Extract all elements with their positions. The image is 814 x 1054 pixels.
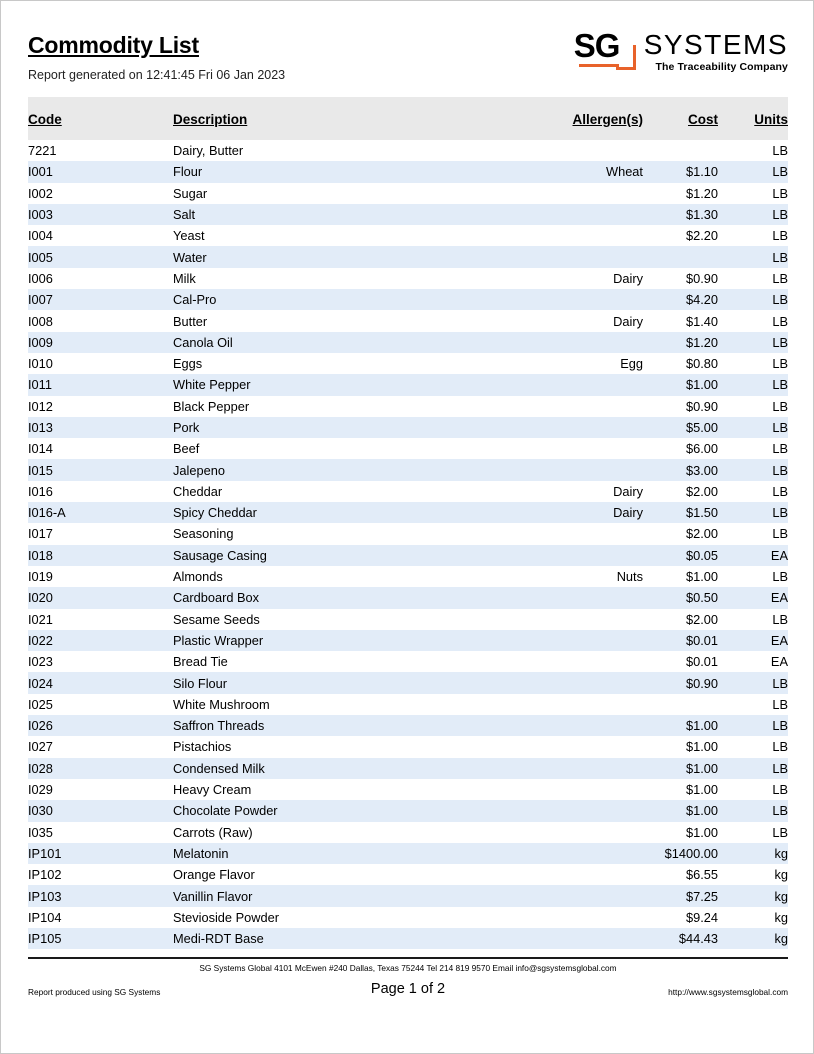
cell-units: LB bbox=[718, 268, 788, 289]
cell-code: IP104 bbox=[28, 907, 173, 928]
cell-units: LB bbox=[718, 225, 788, 246]
cell-units: LB bbox=[718, 310, 788, 331]
cell-units: LB bbox=[718, 502, 788, 523]
cell-units: LB bbox=[718, 459, 788, 480]
footer-page-number: Page 1 of 2 bbox=[370, 981, 446, 997]
cell-allergens: Dairy bbox=[463, 310, 643, 331]
cell-code: I025 bbox=[28, 694, 173, 715]
cell-units: LB bbox=[718, 204, 788, 225]
cell-description: White Pepper bbox=[173, 374, 463, 395]
cell-code: I019 bbox=[28, 566, 173, 587]
cell-description: Almonds bbox=[173, 566, 463, 587]
cell-description: White Mushroom bbox=[173, 694, 463, 715]
cell-code: I029 bbox=[28, 779, 173, 800]
cell-description: Orange Flavor bbox=[173, 864, 463, 885]
cell-allergens bbox=[463, 843, 643, 864]
cell-allergens bbox=[463, 587, 643, 608]
cell-allergens bbox=[463, 630, 643, 651]
cell-allergens bbox=[463, 779, 643, 800]
cell-description: Chocolate Powder bbox=[173, 800, 463, 821]
cell-allergens bbox=[463, 736, 643, 757]
cell-description: Spicy Cheddar bbox=[173, 502, 463, 523]
cell-code: I026 bbox=[28, 715, 173, 736]
table-row[interactable] bbox=[28, 694, 788, 715]
table-row[interactable] bbox=[28, 246, 788, 267]
table-row[interactable] bbox=[28, 523, 788, 544]
cell-cost: $0.50 bbox=[643, 587, 718, 608]
cell-description: Milk bbox=[173, 268, 463, 289]
cell-cost: $3.00 bbox=[643, 459, 718, 480]
cell-description: Black Pepper bbox=[173, 396, 463, 417]
cell-code: I023 bbox=[28, 651, 173, 672]
cell-units: LB bbox=[718, 758, 788, 779]
cell-units: LB bbox=[718, 417, 788, 438]
table-row[interactable] bbox=[28, 885, 788, 906]
cell-cost: $1.20 bbox=[643, 183, 718, 204]
cell-description: Heavy Cream bbox=[173, 779, 463, 800]
table-row[interactable] bbox=[28, 417, 788, 438]
cell-allergens bbox=[463, 523, 643, 544]
cell-code: I002 bbox=[28, 183, 173, 204]
cell-cost bbox=[643, 694, 718, 715]
cell-allergens bbox=[463, 545, 643, 566]
cell-description: Butter bbox=[173, 310, 463, 331]
table-header bbox=[28, 97, 788, 140]
cell-allergens bbox=[463, 225, 643, 246]
cell-description: Silo Flour bbox=[173, 672, 463, 693]
cell-cost bbox=[643, 246, 718, 267]
table-row[interactable] bbox=[28, 438, 788, 459]
cell-cost: $6.00 bbox=[643, 438, 718, 459]
column-header-code[interactable]: Code bbox=[28, 97, 173, 140]
table-header-row bbox=[28, 97, 788, 140]
table-row[interactable] bbox=[28, 587, 788, 608]
cell-cost: $0.90 bbox=[643, 268, 718, 289]
logo-tagline: The Traceability Company bbox=[655, 61, 788, 73]
cell-cost: $1.10 bbox=[643, 161, 718, 182]
cell-description: Eggs bbox=[173, 353, 463, 374]
cell-code: I003 bbox=[28, 204, 173, 225]
cell-description: Cal-Pro bbox=[173, 289, 463, 310]
logo-wordmark bbox=[644, 29, 788, 73]
cell-allergens bbox=[463, 246, 643, 267]
cell-units: LB bbox=[718, 800, 788, 821]
cell-allergens bbox=[463, 396, 643, 417]
cell-cost: $9.24 bbox=[643, 907, 718, 928]
cell-description: Beef bbox=[173, 438, 463, 459]
cell-code: I015 bbox=[28, 459, 173, 480]
cell-description: Medi-RDT Base bbox=[173, 928, 463, 949]
cell-cost: $1.30 bbox=[643, 204, 718, 225]
cell-description: Cardboard Box bbox=[173, 587, 463, 608]
cell-allergens bbox=[463, 459, 643, 480]
cell-code: I009 bbox=[28, 332, 173, 353]
cell-allergens: Dairy bbox=[463, 502, 643, 523]
cell-cost: $2.00 bbox=[643, 609, 718, 630]
cell-units: EA bbox=[718, 587, 788, 608]
cell-allergens bbox=[463, 438, 643, 459]
cell-allergens bbox=[463, 758, 643, 779]
table-row[interactable] bbox=[28, 907, 788, 928]
cell-code: I021 bbox=[28, 609, 173, 630]
cell-description: Seasoning bbox=[173, 523, 463, 544]
cell-cost: $6.55 bbox=[643, 864, 718, 885]
report-header bbox=[28, 19, 788, 91]
cell-cost: $1.00 bbox=[643, 736, 718, 757]
cell-allergens bbox=[463, 715, 643, 736]
column-header-cost[interactable]: Cost bbox=[643, 97, 718, 140]
cell-code: I001 bbox=[28, 161, 173, 182]
logo-mark bbox=[574, 29, 634, 75]
cell-cost: $1.00 bbox=[643, 566, 718, 587]
cell-units: LB bbox=[718, 374, 788, 395]
footer-divider bbox=[28, 957, 788, 959]
cell-cost: $5.00 bbox=[643, 417, 718, 438]
cell-allergens bbox=[463, 694, 643, 715]
cell-cost bbox=[643, 140, 718, 161]
cell-description: Carrots (Raw) bbox=[173, 822, 463, 843]
cell-description: Pistachios bbox=[173, 736, 463, 757]
cell-cost: $0.01 bbox=[643, 630, 718, 651]
cell-allergens: Wheat bbox=[463, 161, 643, 182]
table-row[interactable] bbox=[28, 864, 788, 885]
cell-description: Condensed Milk bbox=[173, 758, 463, 779]
cell-allergens bbox=[463, 609, 643, 630]
cell-code: I028 bbox=[28, 758, 173, 779]
cell-cost: $1.00 bbox=[643, 822, 718, 843]
table-row[interactable] bbox=[28, 374, 788, 395]
cell-allergens bbox=[463, 374, 643, 395]
table-row[interactable] bbox=[28, 651, 788, 672]
cell-units: LB bbox=[718, 566, 788, 587]
cell-units: LB bbox=[718, 161, 788, 182]
cell-cost: $0.05 bbox=[643, 545, 718, 566]
footer-produced-by: Report produced using SG Systems bbox=[28, 987, 161, 997]
logo-bracket-base-icon bbox=[579, 64, 619, 67]
table-row[interactable] bbox=[28, 715, 788, 736]
cell-code: I004 bbox=[28, 225, 173, 246]
cell-description: Melatonin bbox=[173, 843, 463, 864]
column-header-units[interactable]: Units bbox=[718, 97, 788, 140]
table-row[interactable] bbox=[28, 758, 788, 779]
footer-bottom-bar bbox=[28, 981, 788, 1007]
table-row[interactable] bbox=[28, 566, 788, 587]
cell-code: I011 bbox=[28, 374, 173, 395]
cell-description: Jalepeno bbox=[173, 459, 463, 480]
table-row[interactable] bbox=[28, 502, 788, 523]
cell-cost: $0.01 bbox=[643, 651, 718, 672]
column-header-description[interactable]: Description bbox=[173, 97, 463, 140]
cell-cost: $1.00 bbox=[643, 758, 718, 779]
table-row[interactable] bbox=[28, 609, 788, 630]
cell-units: LB bbox=[718, 822, 788, 843]
cell-allergens bbox=[463, 928, 643, 949]
cell-allergens: Dairy bbox=[463, 481, 643, 502]
commodity-table bbox=[28, 97, 788, 949]
logo-bracket-icon bbox=[616, 45, 636, 70]
cell-units: EA bbox=[718, 545, 788, 566]
sg-systems-logo bbox=[574, 29, 788, 77]
cell-cost: $2.20 bbox=[643, 225, 718, 246]
cell-code: I017 bbox=[28, 523, 173, 544]
table-row[interactable] bbox=[28, 459, 788, 480]
cell-units: LB bbox=[718, 779, 788, 800]
table-body bbox=[28, 140, 788, 949]
cell-description: Plastic Wrapper bbox=[173, 630, 463, 651]
cell-code: IP101 bbox=[28, 843, 173, 864]
cell-description: Sausage Casing bbox=[173, 545, 463, 566]
cell-allergens bbox=[463, 140, 643, 161]
cell-allergens: Dairy bbox=[463, 268, 643, 289]
cell-units: kg bbox=[718, 928, 788, 949]
cell-allergens bbox=[463, 204, 643, 225]
table-row[interactable] bbox=[28, 822, 788, 843]
table-row[interactable] bbox=[28, 140, 788, 161]
cell-description: Salt bbox=[173, 204, 463, 225]
cell-description: Vanillin Flavor bbox=[173, 885, 463, 906]
cell-allergens bbox=[463, 885, 643, 906]
cell-units: LB bbox=[718, 609, 788, 630]
table-row[interactable] bbox=[28, 672, 788, 693]
cell-allergens: Egg bbox=[463, 353, 643, 374]
cell-units: LB bbox=[718, 246, 788, 267]
cell-code: 7221 bbox=[28, 140, 173, 161]
logo-sg-text: SG bbox=[573, 27, 620, 64]
cell-code: I008 bbox=[28, 310, 173, 331]
cell-code: IP102 bbox=[28, 864, 173, 885]
cell-code: I005 bbox=[28, 246, 173, 267]
cell-units: LB bbox=[718, 736, 788, 757]
table-row[interactable] bbox=[28, 332, 788, 353]
cell-cost: $2.00 bbox=[643, 523, 718, 544]
cell-allergens bbox=[463, 907, 643, 928]
cell-code: I030 bbox=[28, 800, 173, 821]
cell-cost: $1.00 bbox=[643, 800, 718, 821]
cell-allergens bbox=[463, 332, 643, 353]
cell-description: Sesame Seeds bbox=[173, 609, 463, 630]
cell-units: kg bbox=[718, 907, 788, 928]
table-row[interactable] bbox=[28, 736, 788, 757]
cell-code: I014 bbox=[28, 438, 173, 459]
cell-cost: $0.80 bbox=[643, 353, 718, 374]
table-row[interactable] bbox=[28, 630, 788, 651]
cell-code: I016-A bbox=[28, 502, 173, 523]
table-row[interactable] bbox=[28, 545, 788, 566]
cell-code: I024 bbox=[28, 672, 173, 693]
cell-code: I035 bbox=[28, 822, 173, 843]
cell-code: I006 bbox=[28, 268, 173, 289]
cell-code: I027 bbox=[28, 736, 173, 757]
cell-units: kg bbox=[718, 885, 788, 906]
cell-cost: $1.50 bbox=[643, 502, 718, 523]
cell-allergens bbox=[463, 800, 643, 821]
cell-cost: $44.43 bbox=[643, 928, 718, 949]
cell-cost: $4.20 bbox=[643, 289, 718, 310]
table-row[interactable] bbox=[28, 310, 788, 331]
cell-description: Dairy, Butter bbox=[173, 140, 463, 161]
cell-cost: $2.00 bbox=[643, 481, 718, 502]
report-generated-timestamp: Report generated on 12:41:45 Fri 06 Jan 2023 bbox=[28, 68, 286, 82]
cell-cost: $1.00 bbox=[643, 374, 718, 395]
cell-description: Cheddar bbox=[173, 481, 463, 502]
cell-units: LB bbox=[718, 672, 788, 693]
cell-allergens bbox=[463, 822, 643, 843]
table-row[interactable] bbox=[28, 183, 788, 204]
table-row[interactable] bbox=[28, 928, 788, 949]
cell-code: I012 bbox=[28, 396, 173, 417]
table-row[interactable] bbox=[28, 225, 788, 246]
cell-cost: $1.40 bbox=[643, 310, 718, 331]
table-row[interactable] bbox=[28, 353, 788, 374]
cell-allergens bbox=[463, 417, 643, 438]
footer-website-link[interactable]: http://www.sgsystemsglobal.com bbox=[668, 987, 788, 997]
cell-description: Canola Oil bbox=[173, 332, 463, 353]
cell-units: EA bbox=[718, 651, 788, 672]
table-row[interactable] bbox=[28, 800, 788, 821]
cell-units: EA bbox=[718, 630, 788, 651]
cell-description: Pork bbox=[173, 417, 463, 438]
cell-allergens bbox=[463, 289, 643, 310]
cell-description: Bread Tie bbox=[173, 651, 463, 672]
table-row[interactable] bbox=[28, 289, 788, 310]
cell-description: Yeast bbox=[173, 225, 463, 246]
cell-allergens bbox=[463, 183, 643, 204]
cell-code: I013 bbox=[28, 417, 173, 438]
cell-description: Saffron Threads bbox=[173, 715, 463, 736]
cell-units: LB bbox=[718, 523, 788, 544]
table-row[interactable] bbox=[28, 161, 788, 182]
cell-cost: $1.00 bbox=[643, 715, 718, 736]
cell-units: kg bbox=[718, 864, 788, 885]
table-row[interactable] bbox=[28, 204, 788, 225]
cell-cost: $1400.00 bbox=[643, 843, 718, 864]
cell-code: I007 bbox=[28, 289, 173, 310]
cell-units: LB bbox=[718, 481, 788, 502]
cell-cost: $1.00 bbox=[643, 779, 718, 800]
cell-code: I020 bbox=[28, 587, 173, 608]
cell-cost: $0.90 bbox=[643, 396, 718, 417]
cell-code: I016 bbox=[28, 481, 173, 502]
cell-description: Water bbox=[173, 246, 463, 267]
cell-units: LB bbox=[718, 438, 788, 459]
cell-units: LB bbox=[718, 332, 788, 353]
cell-description: Flour bbox=[173, 161, 463, 182]
table-row[interactable] bbox=[28, 396, 788, 417]
cell-units: LB bbox=[718, 289, 788, 310]
cell-units: LB bbox=[718, 353, 788, 374]
cell-units: kg bbox=[718, 843, 788, 864]
cell-allergens bbox=[463, 651, 643, 672]
cell-code: I018 bbox=[28, 545, 173, 566]
cell-description: Sugar bbox=[173, 183, 463, 204]
report-sheet bbox=[28, 19, 788, 1029]
cell-units: LB bbox=[718, 183, 788, 204]
cell-cost: $7.25 bbox=[643, 885, 718, 906]
cell-code: I010 bbox=[28, 353, 173, 374]
cell-units: LB bbox=[718, 715, 788, 736]
cell-code: I022 bbox=[28, 630, 173, 651]
cell-cost: $0.90 bbox=[643, 672, 718, 693]
cell-units: LB bbox=[718, 694, 788, 715]
cell-cost: $1.20 bbox=[643, 332, 718, 353]
table-row[interactable] bbox=[28, 843, 788, 864]
cell-allergens bbox=[463, 864, 643, 885]
table-row[interactable] bbox=[28, 481, 788, 502]
table-row[interactable] bbox=[28, 268, 788, 289]
cell-allergens: Nuts bbox=[463, 566, 643, 587]
column-header-allergens[interactable]: Allergen(s) bbox=[463, 97, 643, 140]
cell-units: LB bbox=[718, 140, 788, 161]
cell-code: IP105 bbox=[28, 928, 173, 949]
cell-code: IP103 bbox=[28, 885, 173, 906]
page-title: Commodity List bbox=[28, 32, 199, 58]
cell-allergens bbox=[463, 672, 643, 693]
cell-description: Stevioside Powder bbox=[173, 907, 463, 928]
footer-company-address: SG Systems Global 4101 McEwen #240 Dallas, Texas 75244 Tel 214 819 9570 Email info@sgsystemsglobal.com bbox=[199, 963, 617, 973]
cell-units: LB bbox=[718, 396, 788, 417]
logo-systems-text: SYSTEMS bbox=[643, 29, 788, 60]
table-row[interactable] bbox=[28, 779, 788, 800]
